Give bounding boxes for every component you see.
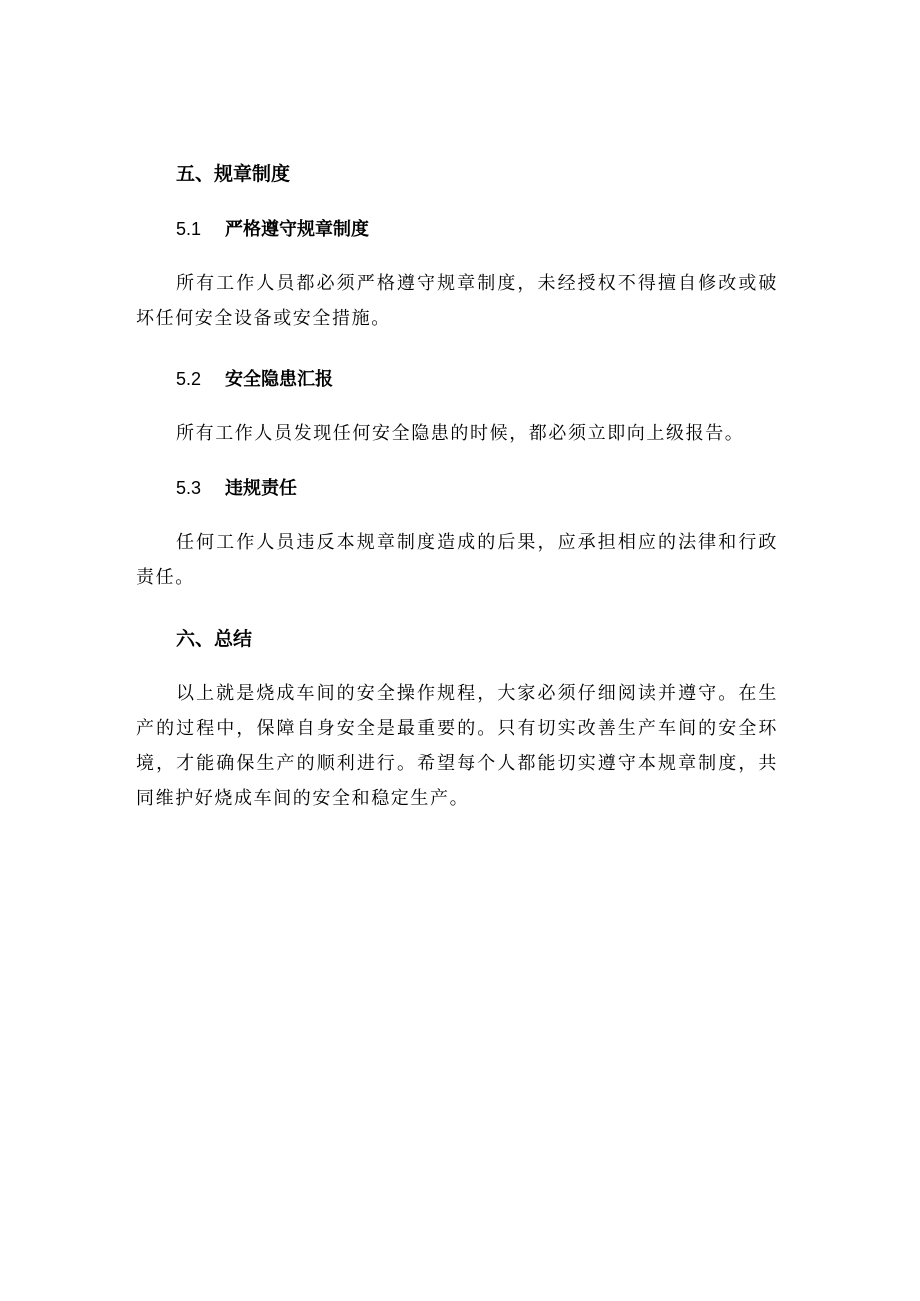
subsection-number: 5.3	[176, 478, 202, 498]
subsection-5-2-heading	[176, 367, 776, 392]
section-6-body: 以上就是烧成车间的安全操作规程，大家必须仔细阅读并遵守。在生产的过程中，保障自身安全是最重要的。只有切实改善生产车间的安全环境，才能确保生产的顺利进行。希望每个人都能切实遵守本规章制度，共同维护好烧成车间的安全和稳定生产。	[136, 683, 778, 809]
subsection-title: 安全隐患汇报	[225, 369, 333, 390]
subsection-5-3-body: 任何工作人员违反本规章制度造成的后果，应承担相应的法律和行政责任。	[136, 532, 778, 588]
section-6-heading: 六、总结	[176, 628, 253, 650]
subsection-number: 5.1	[176, 219, 202, 239]
subsection-5-1-heading	[176, 217, 776, 242]
subsection-5-3-heading	[176, 476, 776, 501]
subsection-title: 违规责任	[225, 478, 297, 499]
subsection-number: 5.2	[176, 369, 202, 389]
subsection-title: 严格遵守规章制度	[225, 219, 369, 240]
subsection-5-1-body: 所有工作人员都必须严格遵守规章制度，未经授权不得擅自修改或破坏任何安全设备或安全措施。	[136, 273, 778, 329]
subsection-5-2-body: 所有工作人员发现任何安全隐患的时候，都必须立即向上级报告。	[176, 423, 745, 444]
section-5-heading: 五、规章制度	[176, 163, 291, 185]
